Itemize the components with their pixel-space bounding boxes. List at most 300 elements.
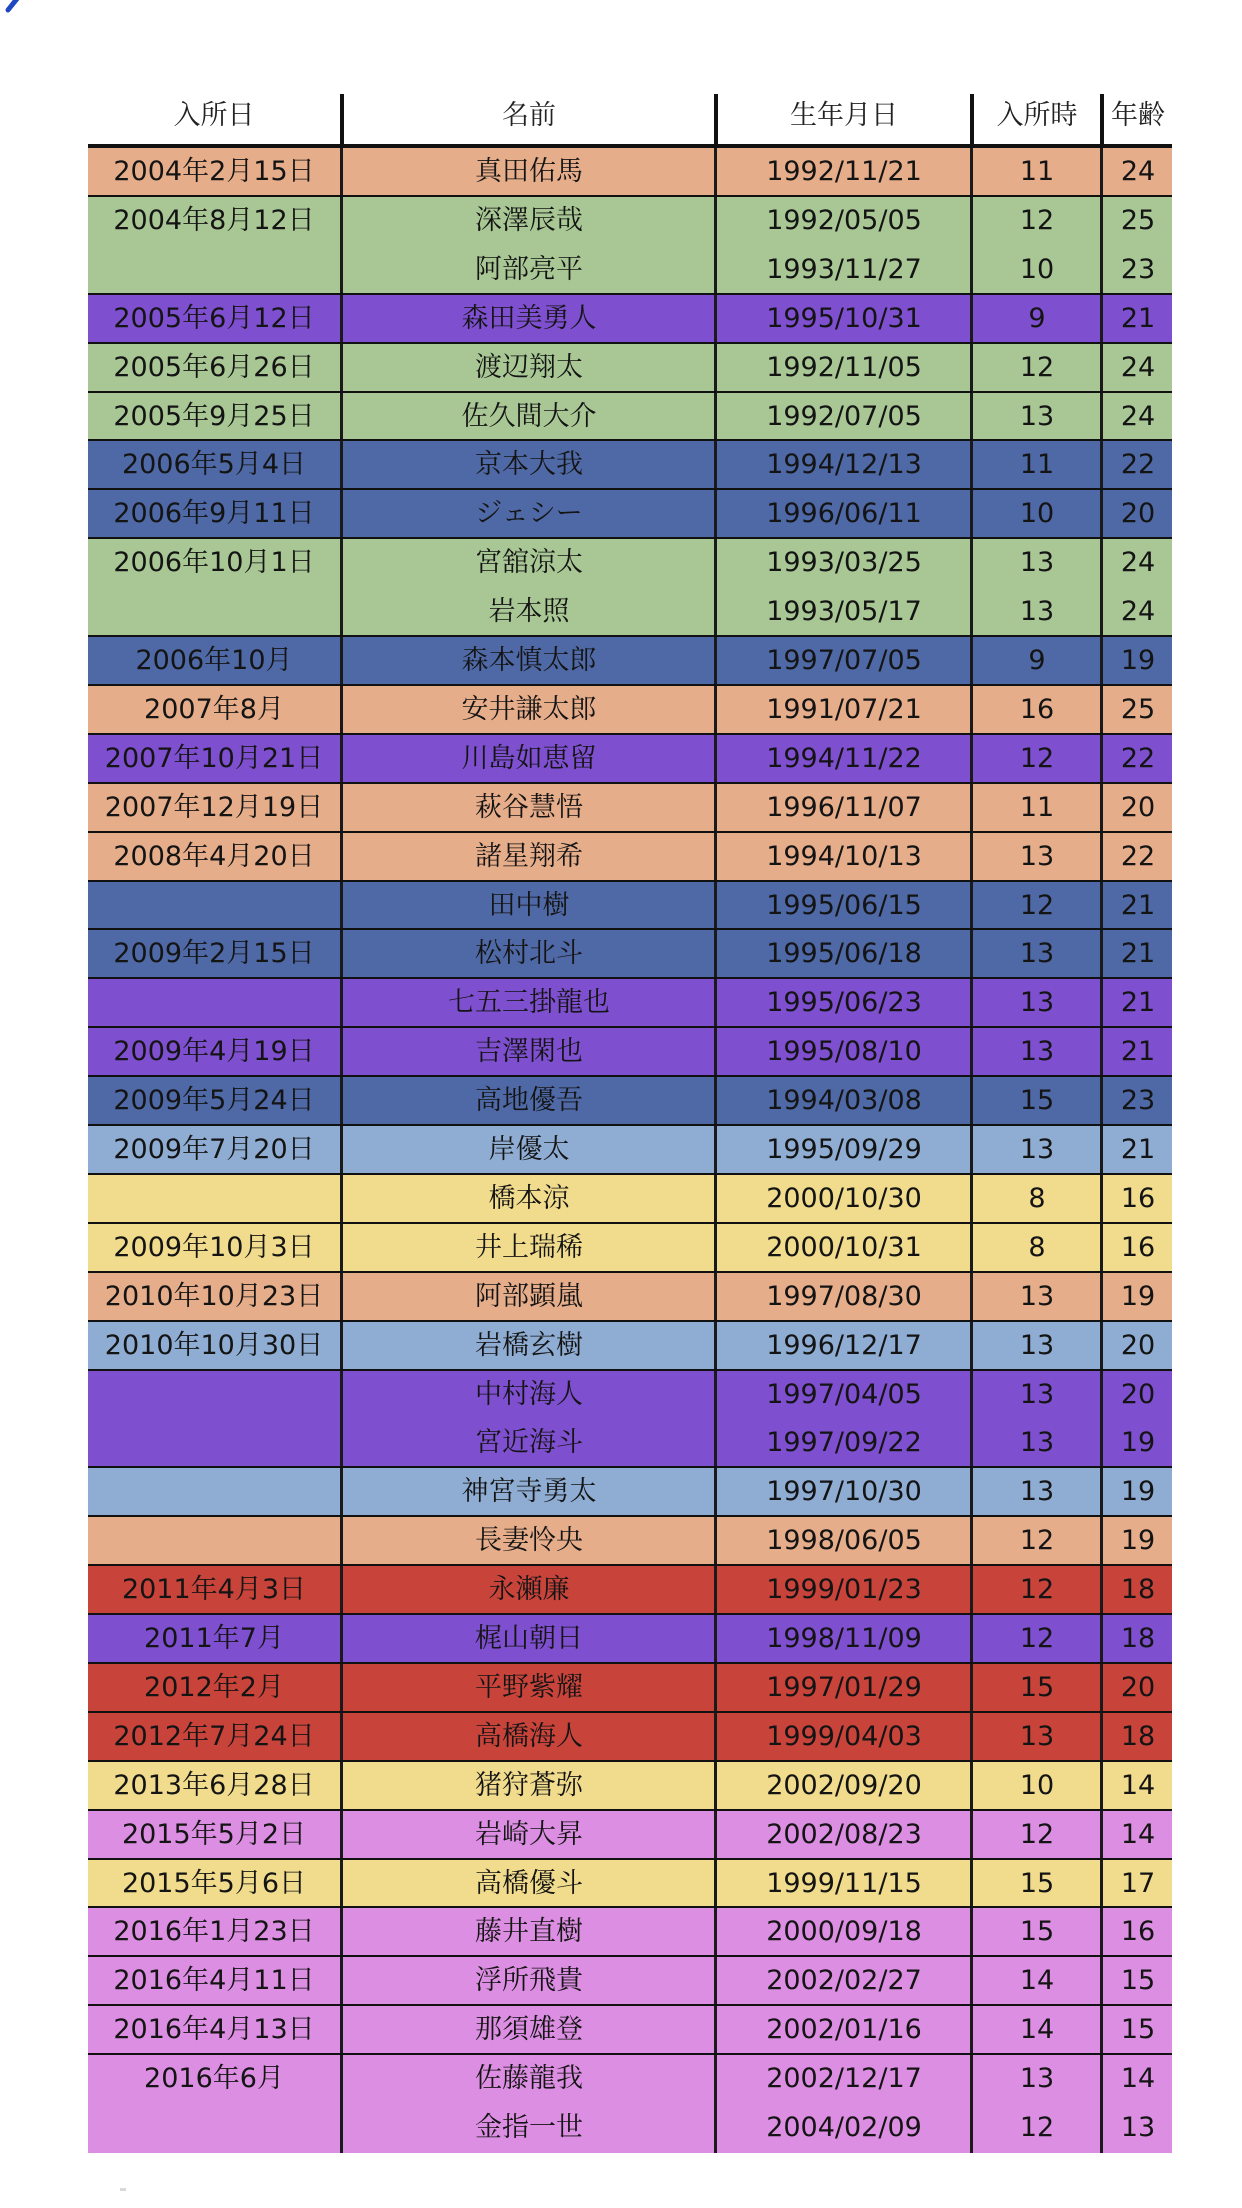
cell-name xyxy=(344,1860,714,1909)
table-row xyxy=(88,490,1172,539)
cell-name-text: 岩崎大昇 xyxy=(475,1818,583,1850)
cell-age-text: 25 xyxy=(1120,204,1156,236)
cell-join-date xyxy=(88,2104,340,2153)
cell-join-age-text: 9 xyxy=(1028,302,1046,334)
cell-age xyxy=(1104,1615,1172,1664)
column-divider xyxy=(1100,979,1103,1028)
cell-name xyxy=(344,2055,714,2104)
column-divider xyxy=(970,1566,973,1615)
cell-age-text: 19 xyxy=(1120,1525,1156,1557)
cell-birthdate xyxy=(718,1322,970,1371)
cell-age-text: 22 xyxy=(1120,840,1156,872)
column-divider xyxy=(1100,246,1103,295)
cell-join-date xyxy=(88,1175,340,1224)
cell-join-age xyxy=(974,1322,1100,1371)
cell-join-date xyxy=(88,1273,340,1322)
column-divider xyxy=(714,686,717,735)
cell-join-age-text: 10 xyxy=(1019,253,1055,285)
cell-age xyxy=(1104,148,1172,197)
column-divider xyxy=(970,1957,973,2006)
column-divider xyxy=(340,393,343,442)
cell-name-text: 梶山朝日 xyxy=(475,1623,583,1654)
table-row xyxy=(88,295,1172,344)
cell-join-date xyxy=(88,1322,340,1371)
cell-birthdate xyxy=(718,246,970,295)
cell-name xyxy=(344,1028,714,1077)
cell-age-text: 14 xyxy=(1120,1818,1156,1850)
cell-join-date xyxy=(88,2055,340,2104)
cell-age xyxy=(1104,2104,1172,2153)
cell-age-text: 18 xyxy=(1120,1574,1156,1606)
cell-age-text: 21 xyxy=(1120,302,1156,334)
column-divider xyxy=(970,1908,973,1957)
cell-birthdate xyxy=(718,197,970,246)
cell-join-date-text: 2010年10月30日 xyxy=(104,1329,324,1361)
cell-join-date-text: 2006年10月1日 xyxy=(113,547,315,579)
column-divider xyxy=(340,735,343,784)
cell-age xyxy=(1104,979,1172,1028)
cell-join-age-text: 13 xyxy=(1019,987,1055,1019)
column-divider xyxy=(714,490,717,539)
cell-name xyxy=(344,784,714,833)
cell-age xyxy=(1104,2055,1172,2104)
column-divider xyxy=(340,1371,343,1420)
cell-join-age xyxy=(974,1762,1100,1811)
cell-name-text: 岩橋玄樹 xyxy=(475,1329,583,1361)
column-divider xyxy=(714,197,717,246)
cell-name-text: 中村海人 xyxy=(475,1378,583,1410)
cell-join-age-text: 13 xyxy=(1019,596,1055,628)
cell-join-date-text: 2004年8月12日 xyxy=(113,204,315,236)
column-divider xyxy=(1100,882,1103,931)
cell-birthdate xyxy=(718,1224,970,1273)
cell-name-text: 深澤辰哉 xyxy=(475,204,583,236)
table-row xyxy=(88,393,1172,442)
cell-age-text: 24 xyxy=(1120,596,1156,628)
column-divider xyxy=(970,393,973,442)
cell-age-text: 21 xyxy=(1120,1134,1156,1165)
column-divider xyxy=(1100,1419,1103,1468)
cell-age-text: 24 xyxy=(1120,156,1156,187)
table-row xyxy=(88,148,1172,197)
cell-name-text: ジェシー xyxy=(475,498,583,530)
table-row xyxy=(88,1811,1172,1860)
cell-age xyxy=(1104,930,1172,979)
cell-birthdate-text: 1994/10/13 xyxy=(766,840,922,872)
cell-birthdate-text: 1997/01/29 xyxy=(766,1671,922,1703)
column-divider xyxy=(1100,393,1103,442)
cell-join-age-text: 10 xyxy=(1019,1769,1055,1801)
cell-join-age-text: 12 xyxy=(1019,889,1055,921)
cell-join-age xyxy=(974,1517,1100,1566)
column-divider xyxy=(714,979,717,1028)
column-divider xyxy=(714,1762,717,1811)
cell-birthdate-text: 1998/11/09 xyxy=(766,1623,922,1654)
cell-join-age xyxy=(974,1468,1100,1517)
cell-join-age xyxy=(974,1811,1100,1860)
cell-birthdate xyxy=(718,344,970,393)
column-divider xyxy=(714,1175,717,1224)
cell-age-text: 20 xyxy=(1120,498,1156,530)
column-divider xyxy=(970,588,973,637)
cell-birthdate xyxy=(718,2055,970,2104)
cell-join-age-text: 13 xyxy=(1019,1280,1055,1312)
cell-join-age xyxy=(974,1419,1100,1468)
column-divider xyxy=(714,1860,717,1909)
cell-name-text: 浮所飛貴 xyxy=(475,1965,583,1997)
table-row xyxy=(88,686,1172,735)
cell-name-text: 金指一世 xyxy=(475,2112,583,2143)
column-divider xyxy=(714,2104,717,2153)
cell-birthdate-text: 2002/01/16 xyxy=(766,2014,922,2046)
cell-name-text: 森田美勇人 xyxy=(461,302,597,334)
column-divider xyxy=(714,1126,717,1175)
column-divider xyxy=(1100,2055,1103,2104)
cell-name xyxy=(344,539,714,588)
cell-birthdate xyxy=(718,1860,970,1909)
column-divider xyxy=(714,882,717,931)
cell-join-age xyxy=(974,735,1100,784)
cell-join-age-text: 12 xyxy=(1019,2112,1055,2143)
cell-join-date-text: 2008年4月20日 xyxy=(113,840,315,872)
table-row xyxy=(88,1468,1172,1517)
column-divider xyxy=(714,735,717,784)
table-row xyxy=(88,1175,1172,1224)
cell-birthdate-text: 1998/06/05 xyxy=(766,1525,922,1557)
cell-join-date xyxy=(88,1664,340,1713)
column-divider xyxy=(714,637,717,686)
cell-birthdate-text: 1992/07/05 xyxy=(766,400,922,432)
cell-age xyxy=(1104,1273,1172,1322)
cell-age xyxy=(1104,1762,1172,1811)
column-divider xyxy=(970,1322,973,1371)
cell-join-date xyxy=(88,979,340,1028)
column-divider xyxy=(340,833,343,882)
cell-name-text: 岩本照 xyxy=(488,596,570,628)
table-row xyxy=(88,1762,1172,1811)
cell-age xyxy=(1104,1077,1172,1126)
cell-name-text: 萩谷慧悟 xyxy=(475,791,583,823)
cell-name xyxy=(344,930,714,979)
cell-birthdate xyxy=(718,1566,970,1615)
cell-join-date xyxy=(88,1615,340,1664)
cell-name-text: 宮舘涼太 xyxy=(475,547,583,579)
table-header xyxy=(88,86,1172,148)
table-row xyxy=(88,1713,1172,1762)
cell-birthdate-text: 1996/11/07 xyxy=(766,791,922,823)
cell-join-date-text: 2007年12月19日 xyxy=(104,791,324,823)
column-divider xyxy=(340,882,343,931)
cell-name xyxy=(344,1957,714,2006)
cell-birthdate-text: 1997/08/30 xyxy=(766,1280,922,1312)
header-birthdate: 生年月日 xyxy=(790,100,898,131)
column-divider xyxy=(970,441,973,490)
cell-age xyxy=(1104,344,1172,393)
column-divider xyxy=(714,2006,717,2055)
cell-join-date xyxy=(88,637,340,686)
cell-birthdate xyxy=(718,1419,970,1468)
cell-join-age-text: 13 xyxy=(1019,1036,1055,1068)
column-divider xyxy=(714,2055,717,2104)
cell-birthdate-text: 1996/06/11 xyxy=(766,498,922,530)
cell-name xyxy=(344,1713,714,1762)
cell-name-text: 森本慎太郎 xyxy=(461,645,597,676)
column-divider xyxy=(970,1664,973,1713)
cell-birthdate xyxy=(718,1028,970,1077)
cell-birthdate xyxy=(718,1468,970,1517)
column-divider xyxy=(340,1077,343,1126)
cell-join-date-text: 2016年4月11日 xyxy=(113,1965,315,1997)
cell-join-date xyxy=(88,246,340,295)
cell-birthdate-text: 1995/06/23 xyxy=(766,987,922,1019)
cell-birthdate-text: 1995/09/29 xyxy=(766,1134,922,1165)
cell-birthdate xyxy=(718,1713,970,1762)
cell-name xyxy=(344,1615,714,1664)
cell-join-date xyxy=(88,735,340,784)
column-divider xyxy=(1100,1224,1103,1273)
cell-join-age-text: 12 xyxy=(1019,742,1055,774)
cell-age-text: 21 xyxy=(1120,987,1156,1019)
column-divider xyxy=(714,1908,717,1957)
cell-age-text: 20 xyxy=(1120,791,1156,823)
cell-name xyxy=(344,393,714,442)
cell-birthdate-text: 1997/04/05 xyxy=(766,1378,922,1410)
cell-join-age xyxy=(974,1957,1100,2006)
column-divider xyxy=(1100,295,1103,344)
cell-join-date-text: 2005年6月26日 xyxy=(113,351,315,383)
table-row xyxy=(88,441,1172,490)
cell-join-age xyxy=(974,1077,1100,1126)
cell-age-text: 24 xyxy=(1120,400,1156,432)
cell-join-age xyxy=(974,1371,1100,1420)
cell-join-date-text: 2005年6月12日 xyxy=(113,302,315,334)
column-divider xyxy=(970,344,973,393)
cell-join-age-text: 12 xyxy=(1019,1818,1055,1850)
cell-birthdate-text: 2002/08/23 xyxy=(766,1818,922,1850)
cell-age xyxy=(1104,539,1172,588)
cell-age xyxy=(1104,686,1172,735)
cell-name xyxy=(344,1224,714,1273)
cell-age-text: 20 xyxy=(1120,1329,1156,1361)
column-divider xyxy=(340,588,343,637)
column-divider xyxy=(1100,344,1103,393)
column-divider xyxy=(970,1028,973,1077)
table-row xyxy=(88,637,1172,686)
cell-birthdate-text: 2002/12/17 xyxy=(766,2063,922,2095)
column-divider xyxy=(340,1908,343,1957)
column-divider xyxy=(340,2006,343,2055)
cell-age xyxy=(1104,1811,1172,1860)
cell-birthdate-text: 2004/02/09 xyxy=(766,2112,922,2143)
back-chevron-icon[interactable] xyxy=(0,0,34,26)
column-divider xyxy=(714,1224,717,1273)
cell-join-age-text: 13 xyxy=(1019,400,1055,432)
column-divider xyxy=(970,784,973,833)
column-divider xyxy=(1100,1762,1103,1811)
table-row xyxy=(88,784,1172,833)
cell-birthdate xyxy=(718,2104,970,2153)
cell-age xyxy=(1104,441,1172,490)
header-join-age: 入所時 xyxy=(996,100,1078,131)
column-divider xyxy=(340,1028,343,1077)
cell-join-age xyxy=(974,1126,1100,1175)
table-row xyxy=(88,1908,1172,1957)
table-row xyxy=(88,1517,1172,1566)
column-divider xyxy=(970,735,973,784)
cell-join-age xyxy=(974,441,1100,490)
cell-name-text: 安井謙太郎 xyxy=(461,693,597,725)
column-divider xyxy=(714,1713,717,1762)
cell-age xyxy=(1104,637,1172,686)
cell-birthdate xyxy=(718,1371,970,1420)
cell-name-text: 猪狩蒼弥 xyxy=(475,1769,583,1801)
cell-join-date xyxy=(88,1811,340,1860)
column-divider xyxy=(340,1664,343,1713)
column-divider xyxy=(714,1322,717,1371)
column-divider xyxy=(714,930,717,979)
cell-join-date xyxy=(88,197,340,246)
table-row xyxy=(88,539,1172,588)
cell-birthdate-text: 1999/11/15 xyxy=(766,1867,922,1899)
column-divider xyxy=(1100,1957,1103,2006)
cell-birthdate xyxy=(718,1811,970,1860)
cell-birthdate-text: 1995/10/31 xyxy=(766,302,922,334)
cell-birthdate xyxy=(718,441,970,490)
cell-name xyxy=(344,588,714,637)
cell-join-date-text: 2011年7月 xyxy=(144,1623,284,1654)
cell-name xyxy=(344,2104,714,2153)
cell-birthdate xyxy=(718,1517,970,1566)
table-row xyxy=(88,1273,1172,1322)
column-divider xyxy=(340,686,343,735)
table-row xyxy=(88,1957,1172,2006)
cell-join-date-text: 2007年10月21日 xyxy=(104,742,324,774)
cell-name xyxy=(344,1126,714,1175)
cell-age-text: 23 xyxy=(1120,253,1156,285)
cell-age-text: 13 xyxy=(1120,2112,1156,2143)
cell-join-date-text: 2015年5月6日 xyxy=(121,1867,307,1899)
cell-join-age-text: 15 xyxy=(1019,1867,1055,1899)
column-divider xyxy=(714,1028,717,1077)
column-divider xyxy=(714,833,717,882)
cell-join-age-text: 13 xyxy=(1019,1427,1055,1459)
column-divider xyxy=(1100,1860,1103,1909)
table-row xyxy=(88,197,1172,246)
cell-name-text: 高橋海人 xyxy=(475,1720,583,1752)
cell-name xyxy=(344,148,714,197)
column-divider xyxy=(1100,1371,1103,1420)
cell-name-text: 吉澤閑也 xyxy=(475,1036,583,1068)
cell-birthdate-text: 1999/01/23 xyxy=(766,1574,922,1606)
cell-age-text: 21 xyxy=(1120,1036,1156,1068)
cell-name xyxy=(344,882,714,931)
cell-age-text: 16 xyxy=(1120,1916,1156,1948)
cell-join-age xyxy=(974,1713,1100,1762)
cell-name xyxy=(344,686,714,735)
column-divider xyxy=(970,2006,973,2055)
column-divider xyxy=(340,1224,343,1273)
cell-birthdate xyxy=(718,833,970,882)
column-divider xyxy=(714,148,717,197)
cell-join-age-text: 13 xyxy=(1019,1378,1055,1410)
column-divider xyxy=(970,1224,973,1273)
cell-name xyxy=(344,979,714,1028)
cell-name-text: 井上瑞稀 xyxy=(475,1231,583,1263)
cell-name xyxy=(344,637,714,686)
cell-birthdate-text: 1994/12/13 xyxy=(766,449,922,481)
cell-name xyxy=(344,1517,714,1566)
cell-age-text: 19 xyxy=(1120,1476,1156,1508)
cell-name-text: 平野紫耀 xyxy=(475,1671,583,1703)
column-divider xyxy=(1100,1175,1103,1224)
column-divider xyxy=(970,1762,973,1811)
cell-age xyxy=(1104,1468,1172,1517)
cell-join-date xyxy=(88,1419,340,1468)
column-divider xyxy=(714,1077,717,1126)
cell-birthdate xyxy=(718,784,970,833)
cell-birthdate xyxy=(718,686,970,735)
table-row xyxy=(88,344,1172,393)
cell-join-date xyxy=(88,1517,340,1566)
cell-join-age xyxy=(974,148,1100,197)
cell-age xyxy=(1104,197,1172,246)
cell-name-text: 宮近海斗 xyxy=(475,1427,583,1459)
column-divider xyxy=(970,148,973,197)
cell-join-date xyxy=(88,1762,340,1811)
column-divider xyxy=(714,1419,717,1468)
cell-age xyxy=(1104,882,1172,931)
cell-birthdate xyxy=(718,295,970,344)
cell-join-date xyxy=(88,295,340,344)
cell-join-age xyxy=(974,833,1100,882)
cell-join-age xyxy=(974,1273,1100,1322)
column-divider xyxy=(970,295,973,344)
column-divider xyxy=(1100,833,1103,882)
column-divider xyxy=(1100,686,1103,735)
cell-join-age xyxy=(974,197,1100,246)
cell-birthdate xyxy=(718,490,970,539)
column-divider xyxy=(714,1468,717,1517)
cell-join-date xyxy=(88,882,340,931)
cell-name-text: 川島如恵留 xyxy=(461,742,597,774)
cell-age-text: 17 xyxy=(1120,1867,1156,1899)
column-divider xyxy=(340,148,343,197)
cell-join-age xyxy=(974,1664,1100,1713)
table-row xyxy=(88,246,1172,295)
cell-birthdate-text: 1993/11/27 xyxy=(766,253,922,285)
cell-join-age-text: 8 xyxy=(1028,1231,1046,1263)
cell-name xyxy=(344,1175,714,1224)
table-row xyxy=(88,1615,1172,1664)
column-divider xyxy=(970,1371,973,1420)
cell-join-age-text: 12 xyxy=(1019,1574,1055,1606)
column-divider xyxy=(340,784,343,833)
cell-name-text: 岸優太 xyxy=(488,1134,570,1165)
cell-birthdate-text: 1994/11/22 xyxy=(766,742,922,774)
cell-age-text: 18 xyxy=(1120,1623,1156,1654)
cell-join-date xyxy=(88,1566,340,1615)
cell-birthdate xyxy=(718,1273,970,1322)
cell-join-date-text: 2012年2月 xyxy=(144,1671,284,1703)
column-divider xyxy=(340,344,343,393)
cell-join-age-text: 12 xyxy=(1019,1525,1055,1557)
column-divider xyxy=(340,1957,343,2006)
column-divider xyxy=(970,539,973,588)
table-row xyxy=(88,979,1172,1028)
column-divider xyxy=(340,539,343,588)
column-divider xyxy=(1100,784,1103,833)
cell-join-date-text: 2010年10月23日 xyxy=(104,1280,324,1312)
